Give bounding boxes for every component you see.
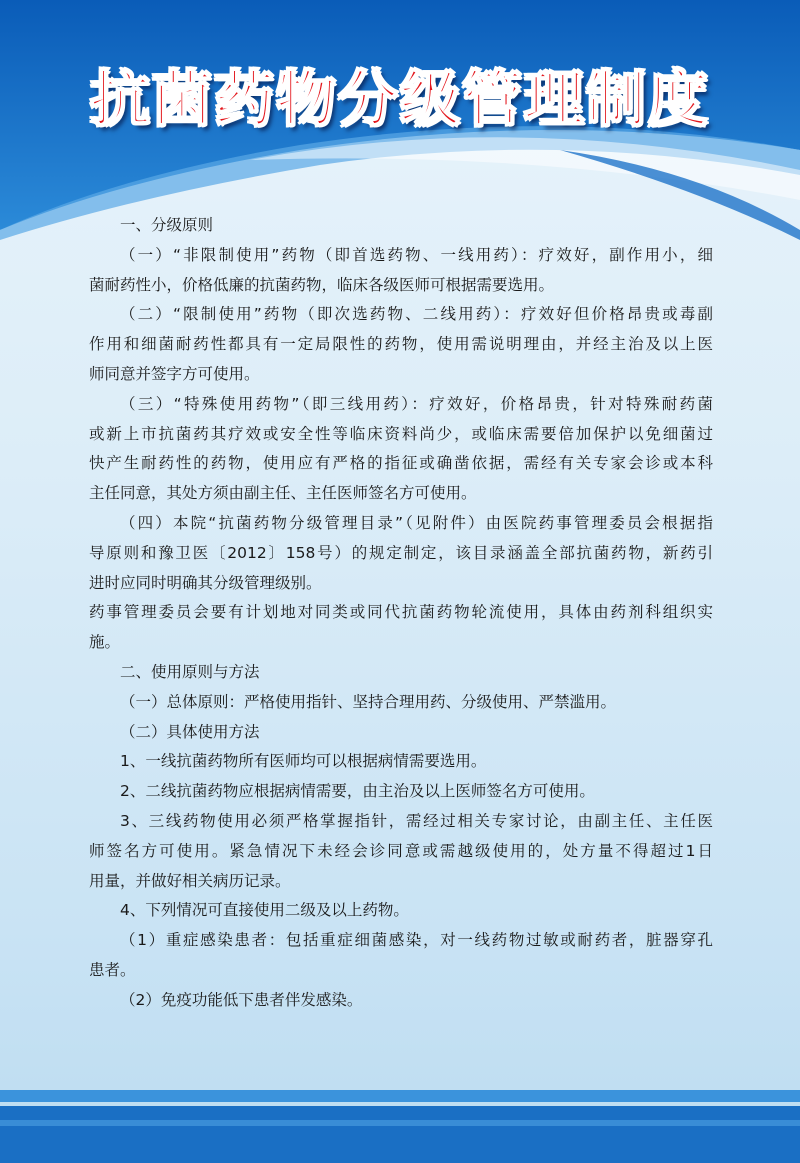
text-line: 4、下列情况可直接使用二级及以上药物。 — [120, 901, 409, 920]
text-line: 患者。 — [89, 960, 136, 979]
paragraph — [89, 509, 713, 598]
text-line: 导原则和豫卫医〔2012〕158号）的规定制定，该目录涵盖全部抗菌药物，新药引 — [89, 543, 713, 562]
text-line: 或新上市抗菌药其疗效或安全性等临床资料尚少，或临床需要倍加保护以免细菌过 — [89, 424, 713, 443]
text-line: 快产生耐药性的药物，使用应有严格的指征或确凿依据，需经有关专家会诊或本科 — [89, 454, 713, 473]
text-line: 二、使用原则与方法 — [120, 662, 260, 681]
text-line: 药事管理委员会要有计划地对同类或同代抗菌药物轮流使用，具体由药剂科组织实 — [89, 603, 713, 622]
paragraph — [89, 926, 713, 986]
paragraph — [89, 747, 713, 777]
paragraph — [89, 896, 713, 926]
footer-background — [0, 1080, 800, 1163]
paragraph — [89, 777, 713, 807]
paragraph — [89, 807, 713, 896]
text-line: （2）免疫功能低下患者伴发感染。 — [120, 990, 363, 1009]
text-line: 一、分级原则 — [120, 216, 214, 234]
text-line: 进时应同时明确其分级管理级别。 — [89, 573, 322, 592]
text-line: 主任同意，其处方须由副主任、主任医师签名方可使用。 — [89, 484, 477, 503]
text-line: 用量，并做好相关病历记录。 — [89, 871, 291, 890]
paragraph — [89, 688, 713, 718]
paragraph — [89, 300, 713, 389]
paragraph — [89, 986, 713, 1016]
text-line: 师签名方可使用。紧急情况下未经会诊同意或需越级使用的，处方量不得超过1日 — [89, 841, 713, 860]
paragraph — [89, 390, 713, 509]
text-line: 施。 — [89, 633, 121, 652]
page-title: 抗菌药物分级管理制度 — [90, 65, 710, 135]
paragraph — [89, 658, 713, 688]
paragraph — [89, 718, 713, 748]
text-line: （一）“非限制使用”药物（即首选药物、一线用药）：疗效好，副作用小，细 — [120, 245, 713, 264]
paragraph — [89, 598, 713, 658]
paragraph — [89, 211, 713, 241]
text-line: （二）具体使用方法 — [120, 722, 260, 741]
paragraph — [89, 241, 713, 301]
text-line: 3、三线药物使用必须严格掌握指针，需经过相关专家讨论，由副主任、主任医 — [120, 811, 713, 830]
text-line: 作用和细菌耐药性都具有一定局限性的药物，使用需说明理由，并经主治及以上医 — [89, 335, 713, 354]
text-line: 师同意并签字方可使用。 — [89, 364, 260, 383]
text-line: （一）总体原则：严格使用指针、坚持合理用药、分级使用、严禁滥用。 — [120, 692, 617, 711]
document-body — [89, 211, 713, 1016]
text-line: （四）本院“抗菌药物分级管理目录”（见附件）由医院药事管理委员会根据指 — [120, 513, 713, 532]
text-line: （三）“特殊使用药物”（即三线用药）：疗效好，价格昂贵，针对特殊耐药菌 — [120, 394, 713, 413]
text-line: 2、二线抗菌药物应根据病情需要，由主治及以上医师签名方可使用。 — [120, 782, 595, 801]
text-line: 1、一线抗菌药物所有医师均可以根据病情需要选用。 — [120, 752, 487, 771]
text-line: （二）“限制使用”药物（即次选药物、二线用药）：疗效好但价格昂贵或毒副 — [120, 305, 713, 324]
text-line: 菌耐药性小，价格低廉的抗菌药物，临床各级医师可根据需要选用。 — [89, 275, 555, 294]
text-line: （1）重症感染患者：包括重症细菌感染，对一线药物过敏或耐药者，脏器穿孔 — [120, 931, 713, 950]
